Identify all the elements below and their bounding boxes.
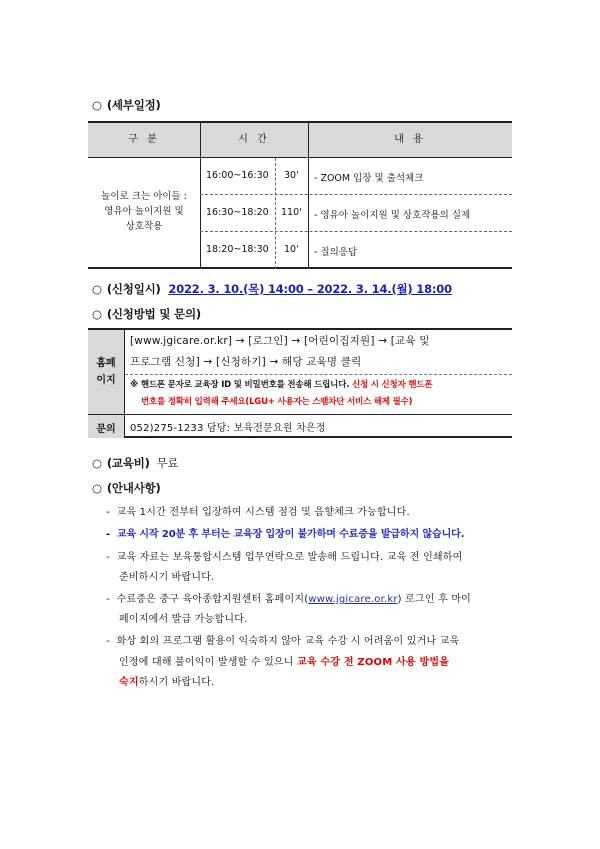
inquiry-label: 문의 bbox=[96, 424, 116, 435]
minutes-divider bbox=[275, 158, 276, 269]
period-value: 2022. 3. 10.(목) 14:00 – 2022. 3. 14.(월) 18:00 bbox=[168, 282, 452, 296]
row-time: 16:00~16:30 bbox=[206, 170, 269, 181]
homepage-label-cell bbox=[88, 330, 124, 414]
row-time: 16:30~18:20 bbox=[206, 207, 269, 218]
label-divider bbox=[124, 330, 125, 438]
inquiry-value: 052)275-1233 담당: 보육전문요원 차은정 bbox=[130, 423, 326, 434]
guide-item bbox=[106, 590, 471, 605]
guide-item-text: ) 로그인 후 마이 bbox=[397, 594, 472, 605]
note-line bbox=[130, 378, 432, 390]
inquiry-label-cell bbox=[88, 415, 124, 438]
guide-item-continuation bbox=[119, 673, 215, 688]
dash-bullet: - bbox=[106, 636, 110, 647]
fee-title: (교육비) bbox=[106, 456, 150, 470]
header-time: 시 간 bbox=[238, 134, 270, 145]
guide-item-continuation bbox=[119, 653, 449, 668]
dash-bullet: - bbox=[106, 594, 110, 605]
category-line: 상호작용 bbox=[125, 221, 163, 232]
schedule-table bbox=[88, 121, 512, 269]
period-section bbox=[92, 281, 452, 297]
dash-bullet: - bbox=[106, 529, 111, 540]
guide-item-text: 수료증은 중구 육아종합지원센터 홈페이지( bbox=[116, 594, 309, 605]
guide-title: (안내사항) bbox=[106, 481, 161, 495]
steps-line: [www.jgicare.or.kr] → [로그인] → [어린이집지원] → [교육 및 bbox=[130, 335, 430, 347]
period-title: (신청일시) bbox=[106, 282, 161, 296]
guide-item-text: 교육 1시간 전부터 입장하여 시스템 점검 및 음향체크 가능합니다. bbox=[116, 507, 410, 518]
note-divider bbox=[125, 374, 512, 375]
row-divider bbox=[200, 194, 512, 195]
guide-item bbox=[106, 632, 459, 647]
schedule-table-header bbox=[88, 123, 512, 158]
row-divider bbox=[88, 414, 512, 415]
row-content: - 질의응답 bbox=[314, 247, 358, 258]
dash-bullet: - bbox=[106, 507, 110, 518]
fee-section bbox=[92, 455, 178, 471]
category-line: 놀이로 크는 아이들 : bbox=[101, 191, 187, 202]
header-category: 구 분 bbox=[128, 134, 160, 145]
column-divider bbox=[308, 123, 309, 269]
row-minutes: 30' bbox=[284, 170, 299, 181]
homepage-label-line: 이지 bbox=[96, 375, 116, 386]
guide-item bbox=[106, 548, 463, 563]
guide-item-continuation: 준비하시기 바랍니다. bbox=[119, 572, 215, 583]
circle-bullet-icon: ○ bbox=[92, 456, 102, 470]
schedule-title-text: (세부일정) bbox=[106, 98, 161, 112]
guide-item-text: 교육 자료는 보육통합시스템 업무연락으로 발송해 드립니다. 교육 전 인쇄하여 bbox=[116, 552, 463, 563]
method-section-title bbox=[92, 306, 201, 322]
guide-section-title bbox=[92, 480, 161, 496]
guide-item-text: 인정에 대해 불이익이 발생할 수 있으니 bbox=[119, 657, 298, 668]
column-divider bbox=[200, 123, 201, 269]
guide-item-text: 화상 회의 프로그램 활용이 익숙하지 않아 교육 수강 시 어려움이 있거나 교육 bbox=[116, 636, 460, 647]
note-warning-text: 신청 시 신청자 핸드폰 bbox=[349, 380, 433, 390]
schedule-section-title bbox=[92, 97, 161, 113]
fee-value: 무료 bbox=[156, 456, 179, 470]
guide-item-text: 하시기 바랍니다. bbox=[138, 677, 215, 688]
circle-bullet-icon: ○ bbox=[92, 307, 102, 321]
circle-bullet-icon: ○ bbox=[92, 98, 102, 112]
circle-bullet-icon: ○ bbox=[92, 481, 102, 495]
homepage-link[interactable]: www.jgicare.or.kr bbox=[308, 594, 398, 605]
guide-item-text: 교육 시작 20분 후 부터는 교육장 입장이 불가하며 수료증을 발급하지 않습니다. bbox=[116, 529, 465, 540]
homepage-label-line: 홈페 bbox=[96, 358, 116, 369]
dash-bullet: - bbox=[106, 552, 110, 563]
row-content: - ZOOM 입장 및 출석체크 bbox=[314, 173, 424, 184]
row-minutes: 110' bbox=[281, 207, 302, 218]
category-line: 영유아 놀이지원 및 bbox=[104, 206, 184, 217]
note-warning-line: 번호를 정확히 입력해 주세요(LGU+ 사용자는 스팸차단 서비스 해제 필수) bbox=[141, 397, 413, 407]
row-time: 18:20~18:30 bbox=[206, 244, 269, 255]
row-content: - 영유아 놀이지원 및 상호작용의 실제 bbox=[314, 210, 471, 221]
guide-item bbox=[106, 503, 410, 518]
guide-item bbox=[106, 525, 464, 540]
method-title: (신청방법 및 문의) bbox=[106, 307, 201, 321]
header-content: 내 용 bbox=[394, 134, 426, 145]
row-minutes: 10' bbox=[284, 244, 299, 255]
guide-item-warning: 교육 수강 전 ZOOM 사용 방법을 bbox=[297, 657, 450, 668]
guide-item-warning: 숙지 bbox=[119, 677, 139, 688]
row-divider bbox=[200, 231, 512, 232]
category-cell bbox=[88, 189, 200, 234]
steps-line: 프로그램 신청] → [신청하기] → 해당 교육명 클릭 bbox=[130, 356, 362, 368]
guide-item-continuation: 페이지에서 발급 가능합니다. bbox=[119, 614, 248, 625]
circle-bullet-icon: ○ bbox=[92, 282, 102, 296]
note-text: ※ 핸드폰 문자로 교육장 ID 및 비밀번호를 전송해 드립니다. bbox=[130, 380, 350, 390]
method-table bbox=[88, 328, 512, 438]
